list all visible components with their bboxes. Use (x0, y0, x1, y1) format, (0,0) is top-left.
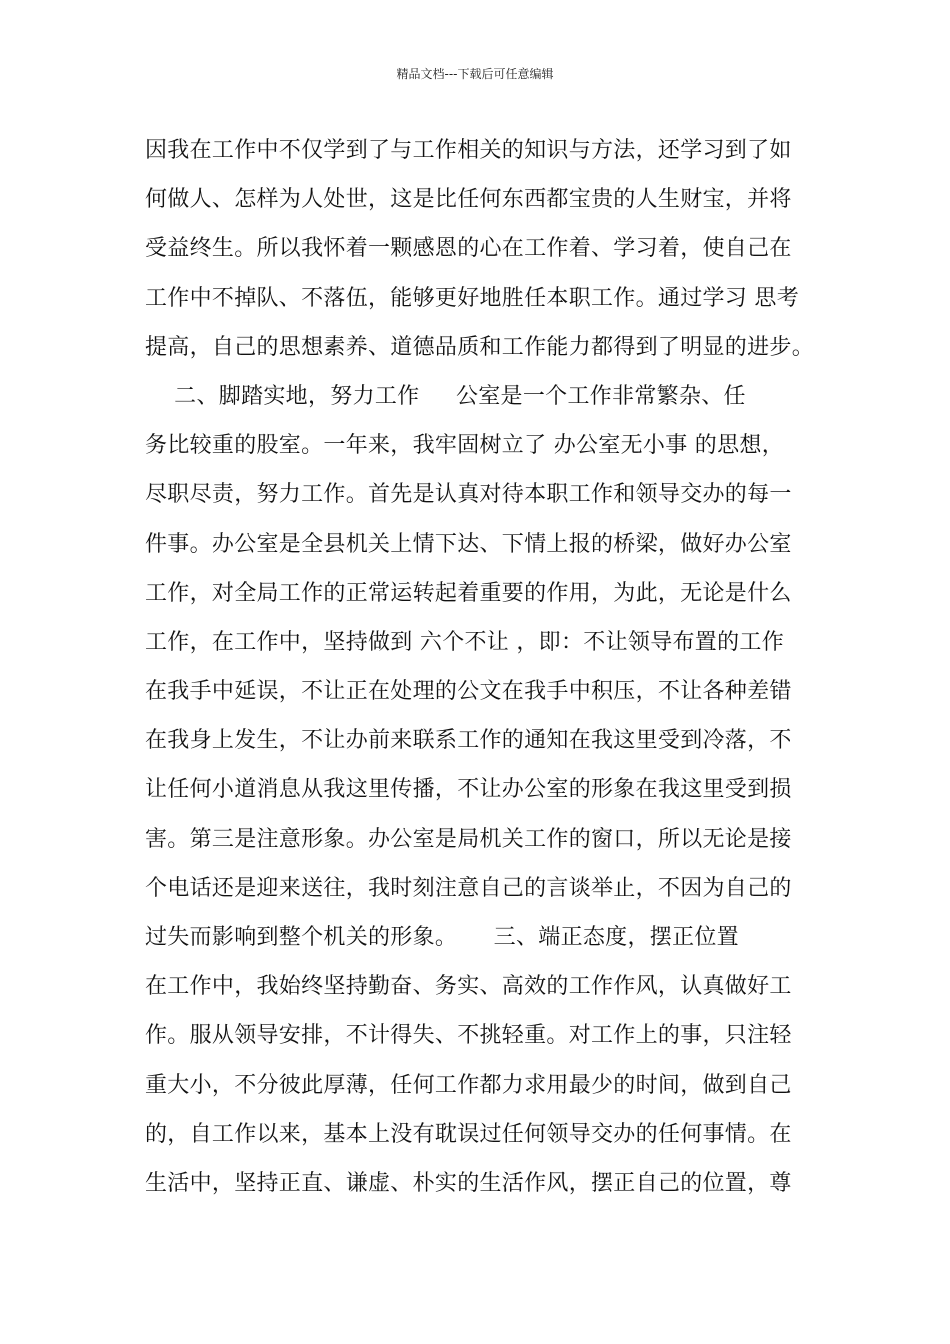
page-header: 精品文档---下载后可任意编辑 (396, 67, 554, 81)
text-line: 提高，自己的思想素养、道德品质和工作能力都得到了明显的进步。 (145, 334, 815, 360)
text-line: 作。服从领导安排，不计得失、不挑轻重。对工作上的事，只注轻 (145, 1023, 792, 1049)
body-text (145, 126, 825, 1208)
text-line: 生活中，坚持正直、谦虚、朴实的生活作风，摆正自己的位置，尊 (145, 1170, 792, 1196)
text-line: 重大小，不分彼此厚薄，任何工作都力求用最少的时间，做到自己 (145, 1072, 792, 1098)
text-line: 个电话还是迎来送往，我时刻注意自己的言谈举止，不因为自己的 (145, 875, 792, 901)
text-line: 二、脚踏实地，努力工作 公室是一个工作非常繁杂、任 (145, 383, 746, 409)
text-line: 因我在工作中不仅学到了与工作相关的知识与方法，还学习到了如 (145, 138, 792, 163)
text-line: 让任何小道消息从我这里传播，不让办公室的形象在我这里受到损 (145, 777, 792, 803)
text-line: 工作中不掉队、不落伍，能够更好地胜任本职工作。通过学习 思考 (145, 285, 799, 311)
text-line: 工作，对全局工作的正常运转起着重要的作用，为此，无论是什么 (145, 580, 792, 606)
text-line: 害。第三是注意形象。办公室是局机关工作的窗口，所以无论是接 (145, 826, 792, 852)
text-line: 尽职尽责，努力工作。首先是认真对待本职工作和领导交办的每一 (145, 482, 792, 508)
text-line: 务比较重的股室。一年来，我牢固树立了 办公室无小事 的思想， (145, 433, 784, 459)
text-line: 工作，在工作中，坚持做到 六个不让 ，即：不让领导布置的工作 (145, 629, 784, 655)
text-line: 过失而影响到整个机关的形象。 三、端正态度，摆正位置 (145, 925, 739, 950)
text-line: 件事。办公室是全县机关上情下达、下情上报的桥梁，做好办公室 (145, 531, 792, 557)
text-line: 在工作中，我始终坚持勤奋、务实、高效的工作作风，认真做好工 (145, 974, 792, 1000)
text-line: 在我手中延误，不让正在处理的公文在我手中积压，不让各种差错 (145, 679, 792, 705)
text-line: 的，自工作以来，基本上没有耽误过任何领导交办的任何事情。在 (145, 1121, 792, 1147)
text-line: 受益终生。所以我怀着一颗感恩的心在工作着、学习着，使自己在 (145, 236, 792, 262)
text-line: 何做人、怎样为人处世，这是比任何东西都宝贵的人生财宝，并将 (145, 187, 792, 213)
text-line: 在我身上发生，不让办前来联系工作的通知在我这里受到冷落，不 (145, 728, 792, 754)
